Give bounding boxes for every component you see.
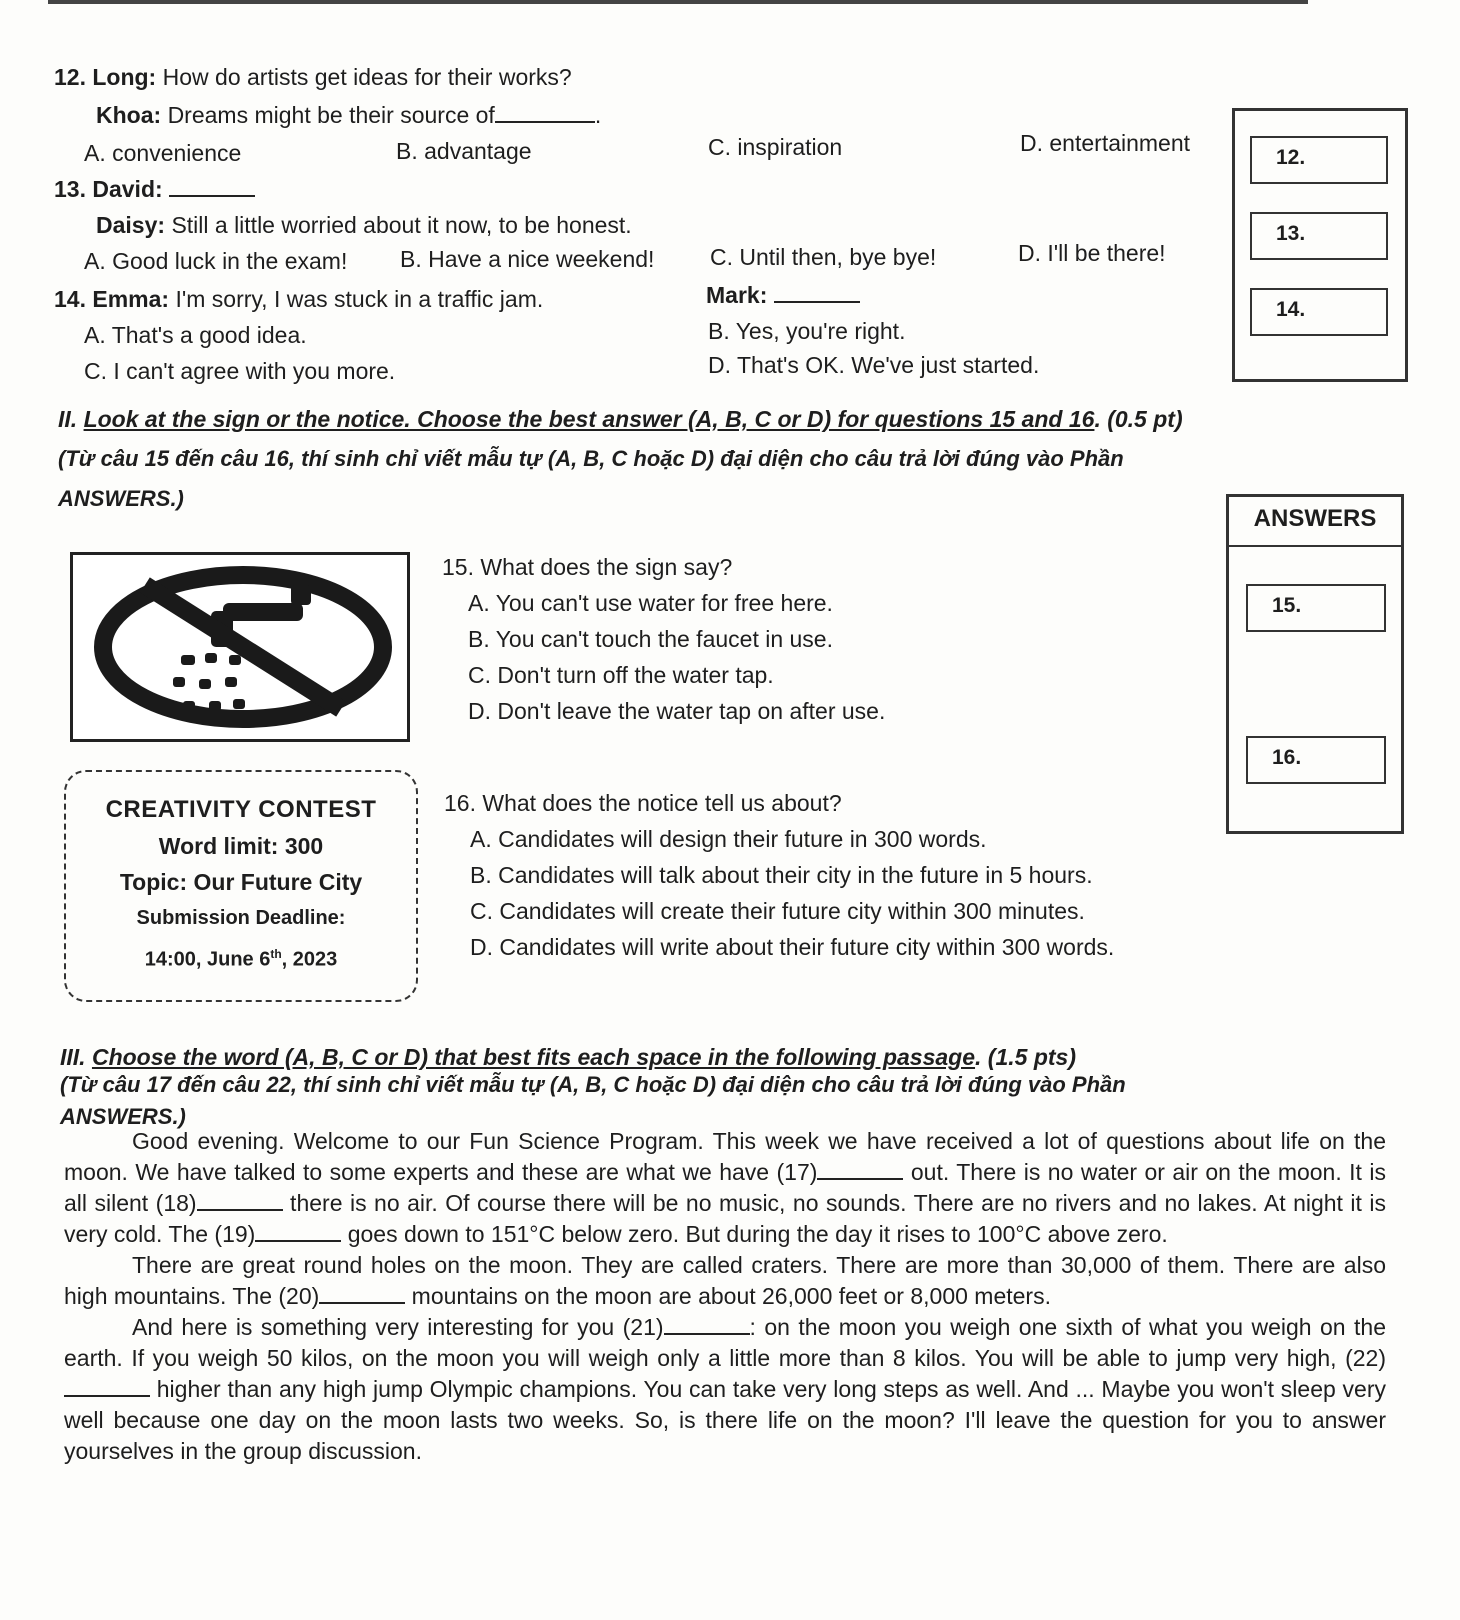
p1-part-b: out. There is no water or air on the moon. It is all silent (18) bbox=[64, 1159, 1386, 1216]
q16-option-d[interactable]: D. Candidates will write about their future city within 300 words. bbox=[470, 934, 1115, 960]
passage-paragraph-3 bbox=[64, 1312, 1386, 1467]
passage-paragraph-2 bbox=[64, 1250, 1386, 1312]
section3-points: . (1.5 pts) bbox=[975, 1044, 1076, 1070]
q13-blank[interactable] bbox=[169, 177, 255, 197]
q12-option-d[interactable]: D. entertainment bbox=[1020, 130, 1191, 156]
q16-option-c[interactable]: C. Candidates will create their future city within 300 minutes. bbox=[470, 898, 1085, 924]
top-edge-rule bbox=[48, 0, 1308, 4]
notice-deadline bbox=[66, 936, 416, 978]
p2-part-a: There are great round holes on the moon. They are called craters. There are more than 30,000 of them. There are also high mountains. The (20) bbox=[64, 1252, 1386, 1309]
q12-stem bbox=[54, 64, 572, 91]
answer-label-16: 16. bbox=[1272, 746, 1302, 769]
q14-stem-text: I'm sorry, I was stuck in a traffic jam. bbox=[175, 286, 544, 312]
answer-box-15[interactable] bbox=[1246, 584, 1386, 632]
q12-stem-text: How do artists get ideas for their works? bbox=[162, 64, 572, 90]
no-water-waste-sign bbox=[70, 552, 410, 742]
answer-box-13[interactable] bbox=[1250, 212, 1388, 260]
deadline-date: 14:00, June 6 bbox=[144, 948, 271, 971]
q15-option-a[interactable]: A. You can't use water for free here. bbox=[468, 590, 833, 616]
blank-22[interactable] bbox=[64, 1377, 150, 1397]
q13-reply-label: Daisy: bbox=[96, 212, 166, 238]
p3-part-c: higher than any high jump Olympic champions. You can take very long steps as well. And ... Maybe you won't sleep very well because one day on the moon lasts two weeks. So, is there life on the moon? I'll leave the question for you to answer yourselves in the group discussion. bbox=[64, 1376, 1386, 1464]
section2-prefix: II. bbox=[58, 406, 78, 432]
q14-reply bbox=[706, 282, 860, 309]
q14-option-a[interactable]: A. That's a good idea. bbox=[84, 322, 307, 348]
q16-option-b[interactable]: B. Candidates will talk about their city in the future in 5 hours. bbox=[470, 862, 1093, 888]
notice-word-limit: Word limit: 300 bbox=[158, 833, 324, 859]
section2-points: . (0.5 pt) bbox=[1094, 406, 1183, 432]
q15-option-d[interactable]: D. Don't leave the water tap on after use. bbox=[468, 698, 886, 724]
blank-19[interactable] bbox=[255, 1222, 341, 1242]
answer-box-14[interactable] bbox=[1250, 288, 1388, 336]
notice-deadline-label: Submission Deadline: bbox=[136, 907, 346, 929]
blank-20[interactable] bbox=[319, 1284, 405, 1304]
answer-label-14: 14. bbox=[1276, 298, 1306, 321]
deadline-year: , 2023 bbox=[281, 948, 338, 971]
q12-option-c[interactable]: C. inspiration bbox=[708, 134, 843, 160]
q13-stem bbox=[54, 176, 255, 203]
q12-reply-text: Dreams might be their source of bbox=[167, 102, 495, 128]
q14-option-c[interactable]: C. I can't agree with you more. bbox=[84, 358, 396, 384]
q15-option-b[interactable]: B. You can't touch the faucet in use. bbox=[468, 626, 833, 652]
creativity-contest-notice bbox=[64, 770, 418, 1002]
blank-21[interactable] bbox=[664, 1315, 750, 1335]
q12-blank[interactable] bbox=[495, 103, 595, 123]
sign-graphic bbox=[73, 555, 407, 739]
q14-option-d[interactable]: D. That's OK. We've just started. bbox=[708, 352, 1040, 378]
q16-option-a[interactable]: A. Candidates will design their future in 300 words. bbox=[470, 826, 987, 852]
q12-reply bbox=[96, 102, 601, 129]
section2-note-line1: (Từ câu 15 đến câu 16, thí sinh chỉ viết mẫu tự (A, B, C hoặc D) đại diện cho câu trả lời đúng vào Phần bbox=[58, 446, 1124, 471]
q15-question: 15. What does the sign say? bbox=[442, 554, 733, 580]
q13-stem-label: 13. David: bbox=[54, 176, 163, 202]
q13-option-a[interactable]: A. Good luck in the exam! bbox=[84, 248, 348, 274]
q14-reply-label: Mark: bbox=[706, 282, 768, 308]
section2-heading bbox=[58, 406, 1183, 433]
section2-note-line2: ANSWERS.) bbox=[58, 486, 184, 511]
blank-18[interactable] bbox=[197, 1191, 283, 1211]
q16-question: 16. What does the notice tell us about? bbox=[444, 790, 842, 816]
section3-note-line2: ANSWERS.) bbox=[60, 1104, 186, 1129]
q13-option-d[interactable]: D. I'll be there! bbox=[1018, 240, 1166, 266]
p3-part-b: : on the moon you weigh one sixth of what you weigh on the earth. If you weigh 50 kilos, on the moon you will weigh only a little more than 8 kilos. You will be able to jump very high, (22) bbox=[64, 1314, 1386, 1371]
answer-box-12[interactable] bbox=[1250, 136, 1388, 184]
blank-17[interactable] bbox=[817, 1160, 903, 1180]
section2-title: Look at the sign or the notice. Choose the best answer (A, B, C or D) for questions 15 and 16 bbox=[83, 406, 1095, 432]
section3-note-line1: (Từ câu 17 đến câu 22, thí sinh chỉ viết mẫu tự (A, B, C hoặc D) đại diện cho câu trả lời đúng vào Phần bbox=[60, 1072, 1126, 1097]
q13-reply-text: Still a little worried about it now, to be honest. bbox=[171, 212, 632, 238]
q14-stem bbox=[54, 286, 543, 313]
p3-part-a: And here is something very interesting for you (21) bbox=[132, 1314, 664, 1340]
q13-option-c[interactable]: C. Until then, bye bye! bbox=[710, 244, 937, 270]
q14-stem-label: 14. Emma: bbox=[54, 286, 170, 312]
p2-part-b: mountains on the moon are about 26,000 feet or 8,000 meters. bbox=[405, 1283, 1051, 1309]
q12-reply-label: Khoa: bbox=[96, 102, 162, 128]
q14-option-b[interactable]: B. Yes, you're right. bbox=[708, 318, 906, 344]
q14-blank[interactable] bbox=[774, 283, 860, 303]
q12-reply-end: . bbox=[594, 102, 602, 128]
notice-topic: Topic: Our Future City bbox=[119, 869, 363, 895]
section3-heading bbox=[60, 1044, 1076, 1071]
answer-label-15: 15. bbox=[1272, 594, 1302, 617]
p1-part-d: goes down to 151°C below zero. But during the day it rises to 100°C above zero. bbox=[341, 1221, 1168, 1247]
reading-passage bbox=[64, 1126, 1386, 1467]
q12-stem-label: 12. Long: bbox=[54, 64, 157, 90]
answer-box-16[interactable] bbox=[1246, 736, 1386, 784]
answers-header: ANSWERS bbox=[1229, 497, 1401, 547]
q12-option-b[interactable]: B. advantage bbox=[396, 138, 532, 164]
p1-part-c: there is no air. Of course there will be no music, no sounds. There are no rivers and no lakes. At night it is very cold. The (19) bbox=[64, 1190, 1387, 1247]
section3-title: Choose the word (A, B, C or D) that best fits each space in the following passage bbox=[91, 1044, 976, 1070]
p1-part-a: Good evening. Welcome to our Fun Science Program. This week we have received a lot of questions about life on the moon. We have talked to some experts and these are what we have (17) bbox=[64, 1128, 1386, 1185]
water-drops-icon bbox=[173, 653, 245, 711]
q15-option-c[interactable]: C. Don't turn off the water tap. bbox=[468, 662, 774, 688]
section3-prefix: III. bbox=[60, 1044, 86, 1070]
deadline-suffix: th bbox=[270, 947, 282, 961]
answer-label-13: 13. bbox=[1276, 222, 1306, 245]
answer-label-12: 12. bbox=[1276, 146, 1306, 169]
passage-paragraph-1 bbox=[64, 1126, 1386, 1250]
notice-title: CREATIVITY CONTEST bbox=[105, 796, 377, 823]
q12-option-a[interactable]: A. convenience bbox=[84, 140, 242, 166]
q13-option-b[interactable]: B. Have a nice weekend! bbox=[400, 246, 655, 272]
q13-reply bbox=[96, 212, 632, 239]
